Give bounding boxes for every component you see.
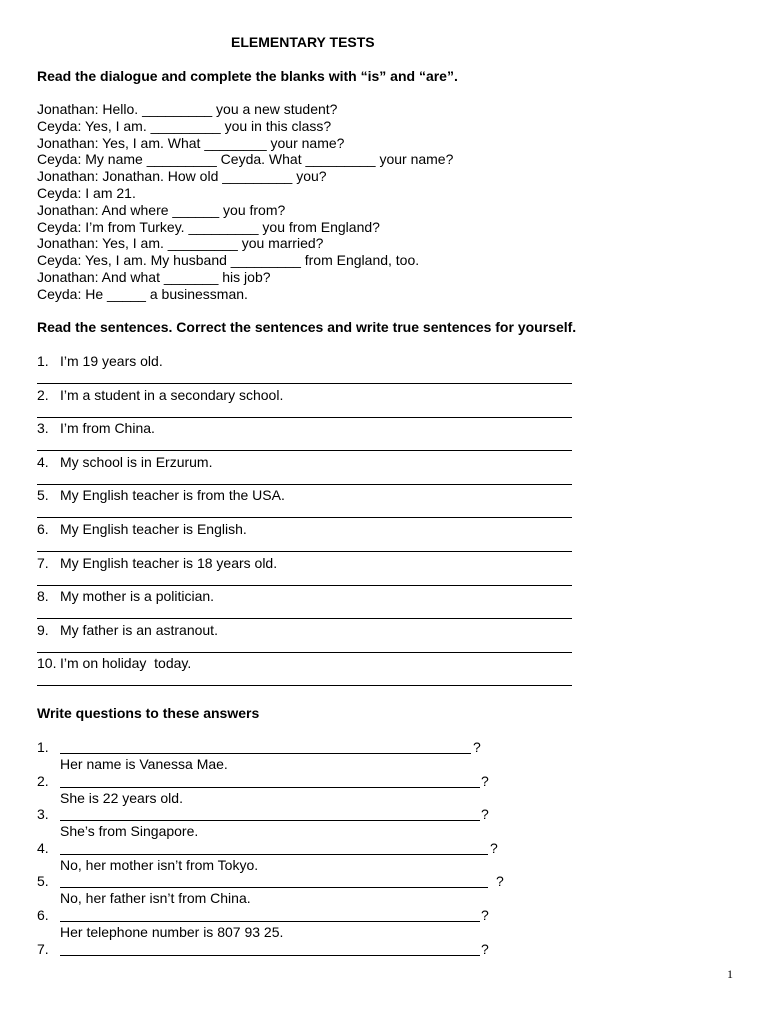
- dialogue-line: Ceyda: My name _________ Ceyda. What _________ your name?: [37, 151, 454, 168]
- item-number: 2.: [37, 386, 49, 403]
- section1-heading: Read the dialogue and complete the blanks with “is” and “are”.: [37, 68, 458, 84]
- question-line: [60, 753, 471, 754]
- item-number: 5.: [37, 487, 49, 504]
- sentence-text: My mother is a politician.: [60, 588, 215, 605]
- question-item: [37, 773, 507, 807]
- question-mark: ?: [481, 940, 489, 957]
- sentence-text: I’m on holiday today.: [60, 655, 192, 672]
- question-mark: ?: [473, 739, 481, 755]
- sentence-item: [37, 622, 572, 656]
- dialogue-line: Ceyda: Yes, I am. _________ you in this class?: [37, 117, 332, 134]
- item-number: 3.: [37, 806, 49, 823]
- question-item: [37, 840, 507, 874]
- dialogue-line: Jonathan: And where ______ you from?: [37, 201, 286, 218]
- question-line: [60, 921, 480, 922]
- answer-line: [37, 618, 572, 619]
- question-mark: ?: [481, 806, 489, 823]
- sentence-text: My English teacher is from the USA.: [60, 487, 285, 504]
- dialogue-line: Ceyda: I am 21.: [37, 184, 136, 201]
- sentence-item: [37, 420, 572, 454]
- sentence-text: I’m a student in a secondary school.: [60, 386, 284, 403]
- question-item: [37, 941, 507, 975]
- question-mark: ?: [496, 873, 504, 890]
- question-line: [60, 955, 480, 956]
- sentence-list: [37, 353, 572, 689]
- answer-line: [37, 517, 572, 518]
- question-line: [60, 887, 488, 888]
- dialogue-line: Jonathan: Yes, I am. _________ you married?: [37, 235, 324, 252]
- question-list: [37, 739, 507, 974]
- sentence-item: [37, 454, 572, 488]
- item-number: 4.: [37, 839, 49, 856]
- question-line: [60, 854, 488, 855]
- question-item: [37, 873, 507, 907]
- page-number: 1: [727, 967, 733, 981]
- answer-text: Her name is Vanessa Mae.: [60, 756, 228, 772]
- item-number: 7.: [37, 554, 49, 571]
- question-mark: ?: [481, 906, 489, 923]
- item-number: 10.: [37, 655, 57, 672]
- item-number: 8.: [37, 588, 49, 605]
- item-number: 4.: [37, 453, 49, 470]
- sentence-text: My father is an astranout.: [60, 621, 218, 638]
- sentence-text: I’m 19 years old.: [60, 353, 163, 369]
- dialogue-line: Ceyda: He _____ a businessman.: [37, 285, 248, 302]
- sentence-item: [37, 588, 572, 622]
- answer-line: [37, 585, 572, 586]
- item-number: 6.: [37, 906, 49, 923]
- dialogue-line: Jonathan: And what _______ his job?: [37, 268, 271, 285]
- item-number: 3.: [37, 420, 49, 437]
- dialogue-line: Jonathan: Hello. _________ you a new student?: [37, 101, 338, 117]
- dialogue-line: Ceyda: Yes, I am. My husband _________ from England, too.: [37, 252, 420, 269]
- question-mark: ?: [490, 839, 498, 856]
- sentence-item: [37, 387, 572, 421]
- question-item: [37, 739, 507, 773]
- question-item: [37, 806, 507, 840]
- sentence-item: [37, 487, 572, 521]
- sentence-text: My English teacher is English.: [60, 520, 247, 537]
- question-item: [37, 907, 507, 941]
- answer-text: No, her mother isn’t from Tokyo.: [60, 856, 259, 873]
- page-title: ELEMENTARY TESTS: [231, 34, 375, 50]
- sentence-text: My English teacher is 18 years old.: [60, 554, 278, 571]
- sentence-item: [37, 655, 572, 689]
- answer-text: Her telephone number is 807 93 25.: [60, 923, 284, 940]
- answer-line: [37, 652, 572, 653]
- sentence-item: [37, 521, 572, 555]
- question-mark: ?: [481, 772, 489, 789]
- answer-line: [37, 551, 572, 552]
- item-number: 9.: [37, 621, 49, 638]
- question-line: [60, 787, 480, 788]
- answer-line: [37, 417, 572, 418]
- item-number: 1.: [37, 353, 49, 369]
- item-number: 2.: [37, 772, 49, 789]
- answer-line: [37, 484, 572, 485]
- sentence-item: [37, 353, 572, 387]
- answer-text: She’s from Singapore.: [60, 823, 199, 840]
- section3-heading: Write questions to these answers: [37, 705, 260, 721]
- dialogue-line: Jonathan: Yes, I am. What ________ your name?: [37, 134, 345, 151]
- dialogue: [37, 101, 453, 303]
- answer-text: She is 22 years old.: [60, 789, 183, 806]
- sentence-text: I’m from China.: [60, 420, 155, 437]
- item-number: 1.: [37, 739, 49, 755]
- answer-line: [37, 450, 572, 451]
- question-line: [60, 820, 480, 821]
- answer-line: [37, 383, 572, 384]
- dialogue-line: Ceyda: I’m from Turkey. _________ you from England?: [37, 218, 380, 235]
- sentence-item: [37, 555, 572, 589]
- item-number: 5.: [37, 873, 49, 890]
- dialogue-line: Jonathan: Jonathan. How old _________ you?: [37, 168, 327, 185]
- item-number: 7.: [37, 940, 49, 957]
- item-number: 6.: [37, 520, 49, 537]
- answer-line: [37, 685, 572, 686]
- answer-text: No, her father isn’t from China.: [60, 890, 251, 907]
- section2-heading: Read the sentences. Correct the sentences and write true sentences for yourself.: [37, 319, 577, 335]
- sentence-text: My school is in Erzurum.: [60, 453, 213, 470]
